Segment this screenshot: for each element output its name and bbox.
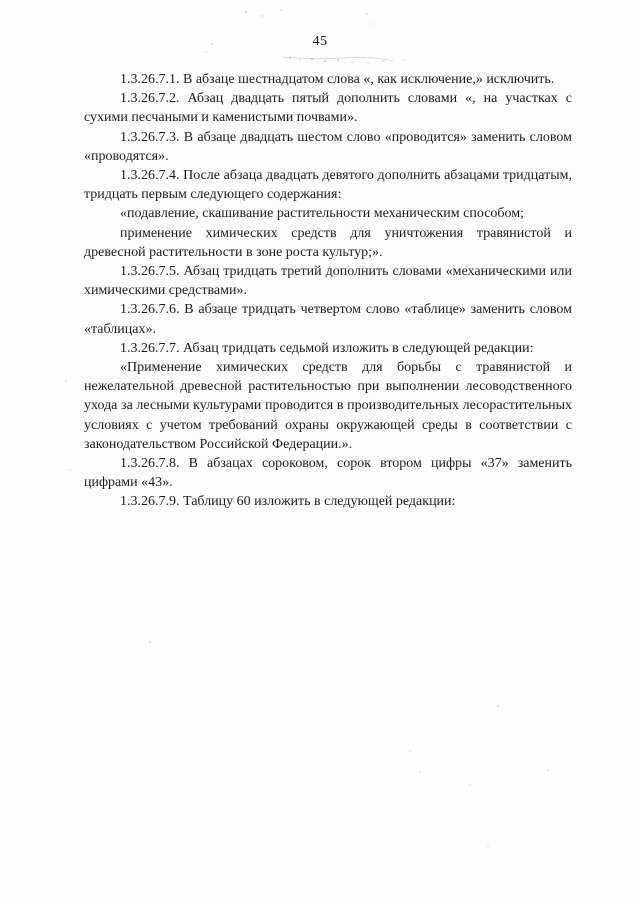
paragraph-1-3-26-7-6: 1.3.26.7.6. В абзаце тридцать четвертом слово «таблице» заменить словом «таблицах». [84,302,572,337]
quoted-paragraph-chemical-means: применение химических средств для уничтожения травянистой и древесной растительности в зоне роста культур;». [84,225,572,260]
page-number: 45 [312,34,328,49]
document-body [84,70,572,512]
quoted-paragraph-suppression: «подавление, скашивание растительности механическим способом; [120,206,525,222]
quoted-paragraph-chemical-application: «Применение химических средств для борьбы с травянистой и нежелательной древесной растительностью при выполнении лесоводственного ухода за лесными культурами проводится в производительных лесорастительных условиях с учетом требований охраны окружающей среды в соответствии с законодательством Российской Федерации.». [84,360,572,452]
paragraph-1-3-26-7-7: 1.3.26.7.7. Абзац тридцать седьмой изложить в следующей редакции: [120,340,534,356]
paragraph-1-3-26-7-5: 1.3.26.7.5. Абзац тридцать третий дополнить словами «механическими или химическими средствами». [84,264,572,299]
paragraph-1-3-26-7-3: 1.3.26.7.3. В абзаце двадцать шестом слово «проводится» заменить словом «проводятся». [84,129,572,164]
paragraph-1-3-26-7-4: 1.3.26.7.4. После абзаца двадцать девятого дополнить абзацами тридцатым, тридцать первым следующего содержания: [84,168,572,203]
paragraph-1-3-26-7-9: 1.3.26.7.9. Таблицу 60 изложить в следующей редакции: [120,494,456,510]
paragraph-1-3-26-7-2: 1.3.26.7.2. Абзац двадцать пятый дополнить словами «, на участках с сухими песчаными и каменистыми почвами». [84,91,572,126]
paragraph-1-3-26-7-1: 1.3.26.7.1. В абзаце шестнадцатом слова «, как исключение,» исключить. [120,72,555,87]
paragraph-1-3-26-7-8: 1.3.26.7.8. В абзацах сороковом, сорок втором цифры «37» заменить цифрами «43». [84,456,572,491]
